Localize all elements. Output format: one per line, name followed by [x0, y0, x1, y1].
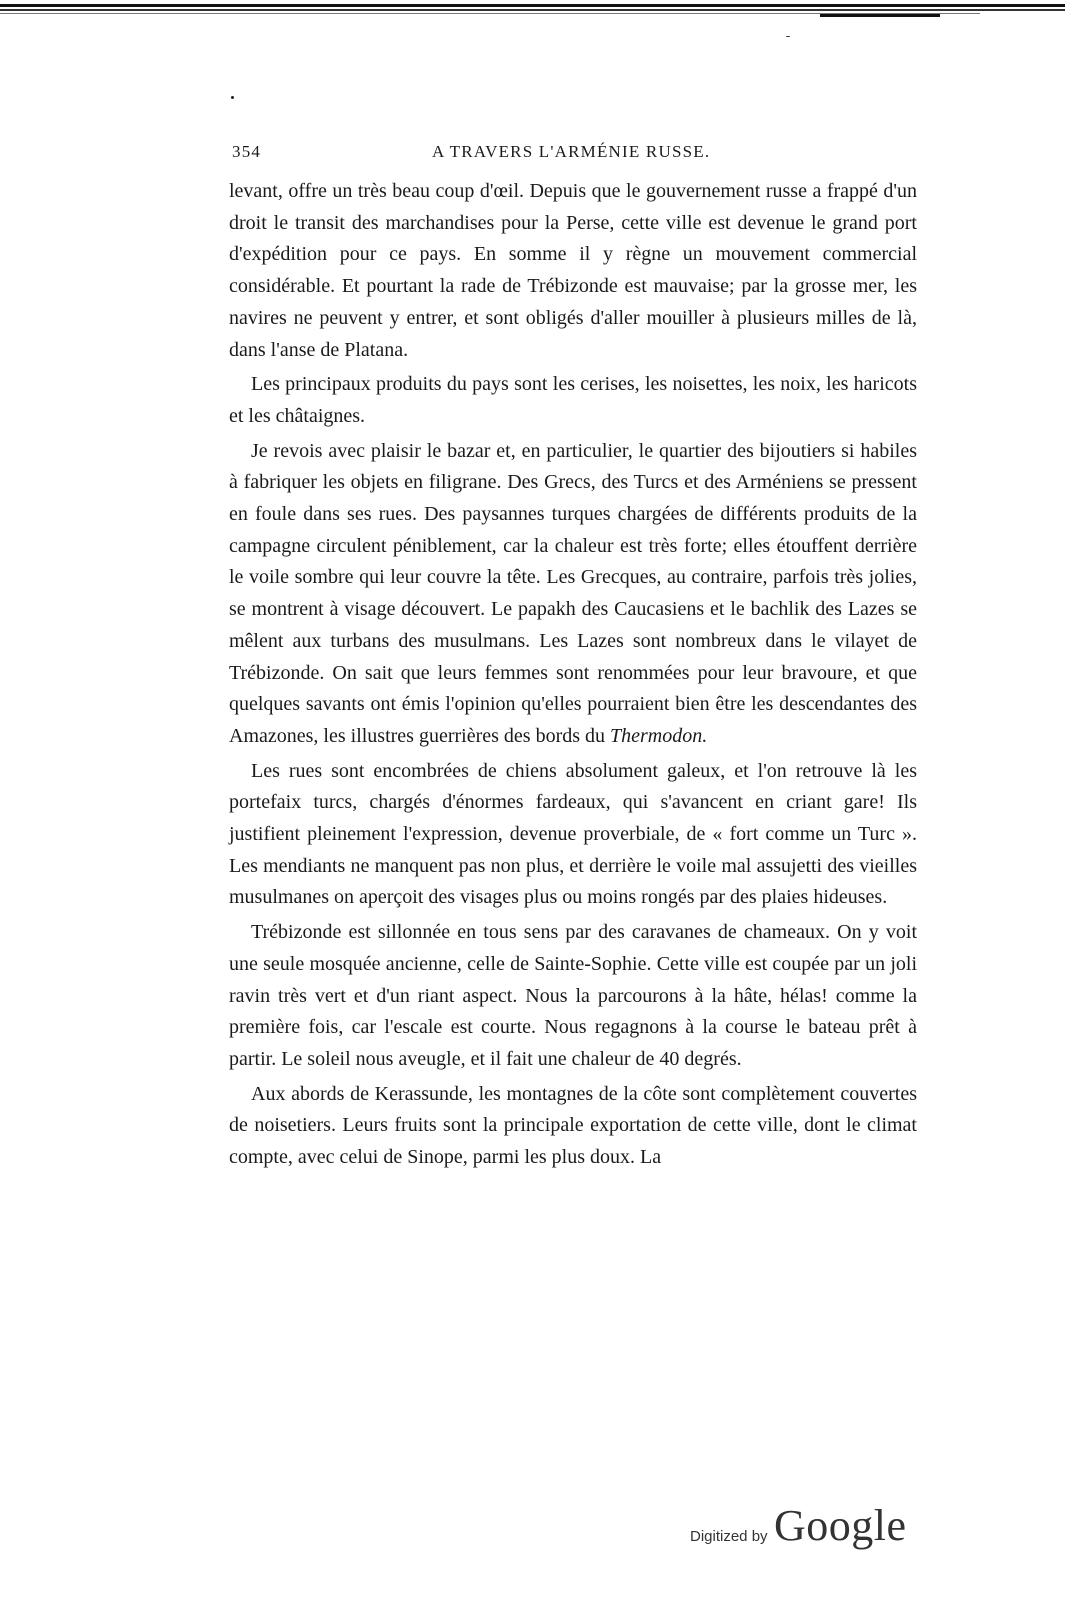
paragraph: [229, 436, 917, 753]
paragraph: Aux abords de Kerassunde, les montagnes de la côte sont complètement couvertes de noisetiers. Leurs fruits sont la principale exportation de cette ville, dont le climat compte, avec celui de Sinope, parmi les plus doux. La: [229, 1082, 917, 1169]
scan-edge-line: [0, 9, 1065, 11]
italic-term: Thermodon.: [610, 724, 708, 747]
body-text: [229, 176, 917, 1174]
page-number: 354: [232, 142, 262, 161]
scan-edge-line: [820, 14, 940, 17]
running-title: A TRAVERS L'ARMÉNIE RUSSE.: [432, 142, 711, 161]
digitized-by-google-watermark: [690, 1500, 910, 1560]
running-head: [232, 142, 920, 168]
watermark-digitized-text: Digitized by: [690, 1528, 768, 1545]
scan-speck: [786, 36, 790, 37]
paragraph: Trébizonde est sillonnée en tous sens par des caravanes de chameaux. On y voit une seule mosquée ancienne, celle de Sainte-Sophie. Cette ville est coupée par un joli ravin très vert et d'un riant aspect. Nous la parcourons à la hâte, hélas! comme la première fois, car l'escale est courte. Nous regagnons à la course le bateau prêt à partir. Le soleil nous aveugle, et il fait une chaleur de 40 degrés.: [229, 921, 917, 1070]
google-logo: Google: [774, 1501, 907, 1550]
paragraph-text: Je revois avec plaisir le bazar et, en particulier, le quartier des bijoutiers si habiles à fabriquer les objets en filigrane. Des Grecs, des Turcs et des Arméniens se pressent en foule dans ses rues. Des paysannes turques chargées de différents produits de la campagne circulent péniblement, car la chaleur est très forte; elles étouffent derrière le voile sombre qui leur couvre la tête. Les Grecques, au contraire, parfois très jolies, se montrent à visage découvert. Le papakh des Caucasiens et le bachlik des Lazes se mêlent aux turbans des musulmans. Les Lazes sont nombreux dans le vilayet de Trébizonde. On sait que leurs femmes sont renommées pour leur bravoure, et que quelques savants ont émis l'opinion qu'elles pourraient bien être les descendantes des Amazones, les illustres guerrières des bords du: [229, 439, 917, 747]
paragraph: Les principaux produits du pays sont les cerises, les noisettes, les noix, les haricots et les châtaignes.: [229, 373, 917, 427]
paragraph: levant, offre un très beau coup d'œil. Depuis que le gouvernement russe a frappé d'un droit le transit des marchandises pour la Perse, cette ville est devenue le grand port d'expédition pour ce pays. En somme il y règne un mouvement commercial considérable. Et pourtant la rade de Trébizonde est mauvaise; par la grosse mer, les navires ne peuvent y entrer, et sont obligés d'aller mouiller à plusieurs milles de là, dans l'anse de Platana.: [229, 180, 917, 361]
paragraph: Les rues sont encombrées de chiens absolument galeux, et l'on retrouve là les portefaix turcs, chargés d'énormes fardeaux, qui s'avancent en criant gare! Ils justifient pleinement l'expression, devenue proverbiale, de « fort comme un Turc ». Les mendiants ne manquent pas non plus, et derrière le voile mal assujetti des vieilles musulmanes on aperçoit des visages plus ou moins rongés par des plaies hideuses.: [229, 759, 917, 909]
scan-edge-line: [0, 4, 1065, 7]
scan-speck: [231, 96, 234, 99]
scan-top-edge: [0, 0, 1065, 22]
